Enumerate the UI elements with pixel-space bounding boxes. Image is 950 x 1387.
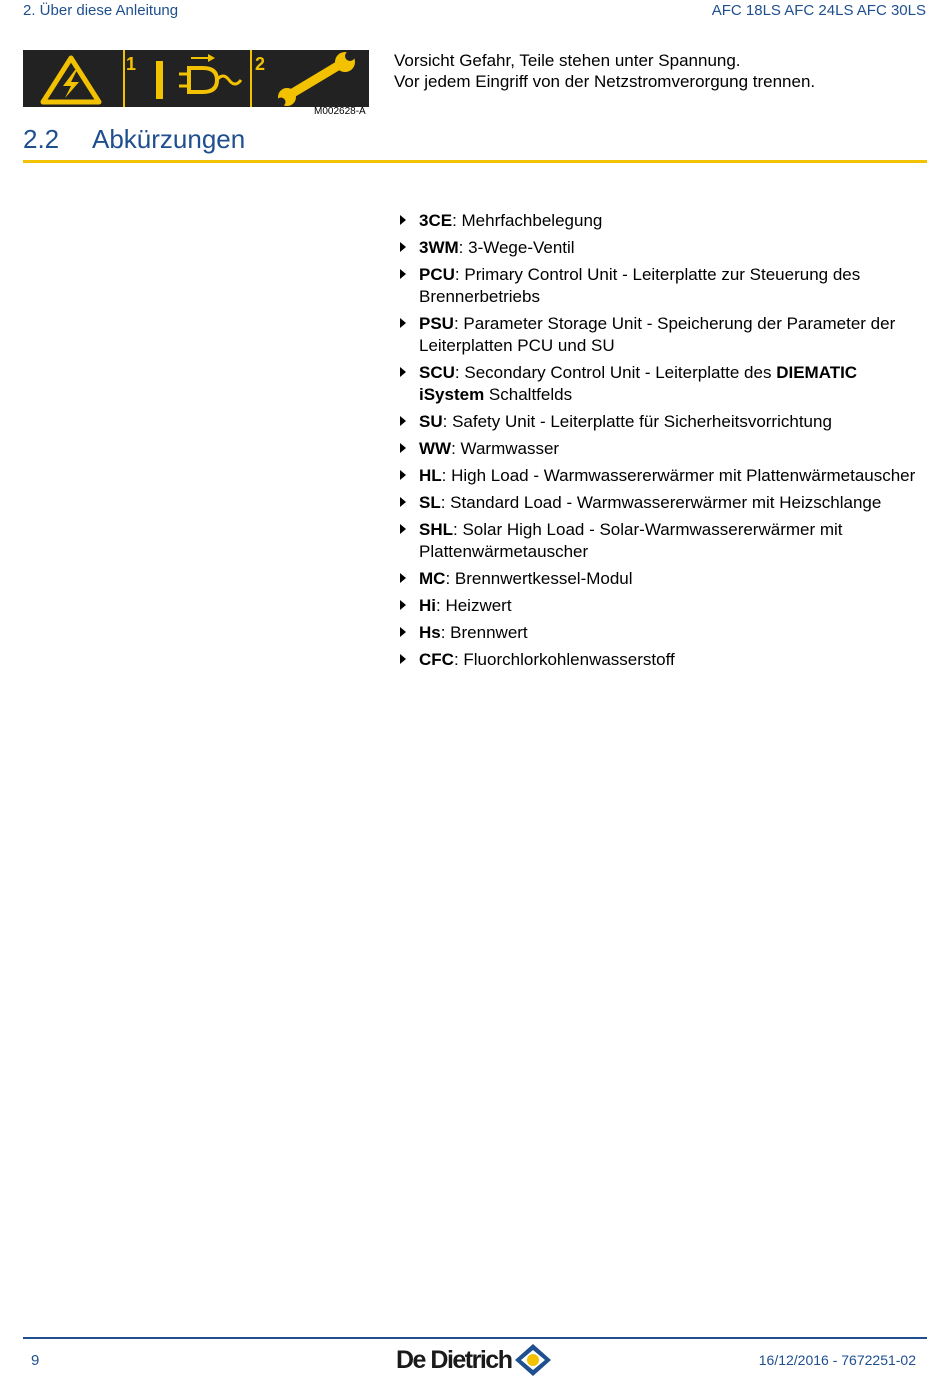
warning-line-2: Vor jedem Eingriff von der Netzstromverorgung trennen.	[394, 72, 816, 91]
bullet-triangle-icon	[400, 600, 406, 610]
wrench-icon	[277, 51, 356, 107]
abbreviation-definition: : Parameter Storage Unit - Speicherung der Parameter der Leiterplatten PCU und SU	[419, 314, 896, 355]
pictogram-label-1: 1	[126, 54, 137, 74]
page-number: 9	[31, 1352, 40, 1369]
bullet-triangle-icon	[400, 318, 406, 328]
section-divider	[23, 160, 927, 163]
warning-line-1: Vorsicht Gefahr, Teile stehen unter Spannung.	[394, 51, 741, 70]
list-item	[396, 438, 926, 460]
brand-diamond-icon	[514, 1343, 552, 1377]
abbreviation-definition: : Secondary Control Unit - Leiterplatte des	[454, 363, 777, 382]
list-item	[396, 210, 926, 232]
abbreviation-definition: : Mehrfachbelegung	[452, 211, 603, 230]
footer-divider	[23, 1337, 927, 1339]
abbreviation-definition: : Primary Control Unit - Leiterplatte zur Steuerung des Brennerbetriebs	[419, 265, 861, 306]
bullet-triangle-icon	[400, 242, 406, 252]
list-item	[396, 622, 926, 644]
abbreviation-definition: : Brennwert	[440, 623, 528, 642]
abbreviation-definition: : Fluorchlorkohlenwasserstoff	[453, 650, 675, 669]
abbreviation-definition: : Brennwertkessel-Modul	[445, 569, 633, 588]
list-item	[396, 519, 926, 563]
abbreviation-key: HL	[419, 466, 442, 485]
bullet-triangle-icon	[400, 443, 406, 453]
list-item	[396, 649, 926, 671]
abbreviation-definition: : Heizwert	[436, 596, 512, 615]
list-item	[396, 362, 926, 406]
abbreviation-key: 3CE	[419, 211, 453, 230]
list-item	[396, 492, 926, 514]
product-name: DIEMATIC iSystem	[419, 363, 858, 404]
header-models: AFC 18LS AFC 24LS AFC 30LS	[711, 2, 926, 19]
abbreviation-key: PCU	[419, 265, 455, 284]
section-number: 2.2	[23, 124, 60, 154]
figure-code: M002628-A	[314, 106, 366, 117]
bullet-triangle-icon	[400, 470, 406, 480]
abbreviation-definition: : Standard Load - Warmwassererwärmer mit Heizschlange	[440, 493, 882, 512]
abbreviation-key: Hs	[419, 623, 441, 642]
bullet-triangle-icon	[400, 416, 406, 426]
document-reference: 16/12/2016 - 7672251-02	[758, 1352, 916, 1368]
abbreviation-definition-tail: Schaltfelds	[484, 385, 573, 404]
abbreviation-definition: : Solar High Load - Solar-Warmwassererwärmer mit Plattenwärmetauscher	[419, 520, 843, 561]
abbreviation-definition: : Safety Unit - Leiterplatte für Sicherheitsvorrichtung	[442, 412, 832, 431]
warning-pictogram-panel	[23, 50, 369, 107]
bullet-triangle-icon	[400, 627, 406, 637]
abbreviation-key: SL	[419, 493, 441, 512]
abbreviation-key: CFC	[419, 650, 454, 669]
brand-name: De Dietrich	[396, 1346, 512, 1374]
abbreviation-key: SU	[419, 412, 443, 431]
abbreviation-definition: : High Load - Warmwassererwärmer mit Plattenwärmetauscher	[441, 466, 916, 485]
list-item	[396, 465, 926, 487]
abbreviation-key: PSU	[419, 314, 454, 333]
abbreviation-key: SCU	[419, 363, 455, 382]
list-item	[396, 568, 926, 590]
warning-text	[394, 50, 815, 92]
abbreviation-key: Hi	[419, 596, 436, 615]
bullet-triangle-icon	[400, 367, 406, 377]
bullet-triangle-icon	[400, 654, 406, 664]
bullet-triangle-icon	[400, 497, 406, 507]
bullet-triangle-icon	[400, 215, 406, 225]
list-item	[396, 237, 926, 259]
list-item	[396, 264, 926, 308]
bullet-triangle-icon	[400, 524, 406, 534]
abbreviation-key: MC	[419, 569, 446, 588]
list-item	[396, 313, 926, 357]
abbreviation-key: 3WM	[419, 238, 459, 257]
abbreviation-list	[396, 210, 926, 676]
abbreviation-definition: : Warmwasser	[451, 439, 560, 458]
pictogram-label-2: 2	[255, 54, 266, 74]
bullet-triangle-icon	[400, 573, 406, 583]
section-title: Abkürzungen	[92, 124, 246, 154]
header-chapter: 2. Über diese Anleitung	[23, 2, 179, 19]
list-item	[396, 411, 926, 433]
unplug-icon	[156, 54, 241, 99]
list-item	[396, 595, 926, 617]
abbreviation-key: SHL	[419, 520, 453, 539]
abbreviation-key: WW	[419, 439, 452, 458]
abbreviation-definition: : 3-Wege-Ventil	[458, 238, 575, 257]
bullet-triangle-icon	[400, 269, 406, 279]
electric-hazard-icon	[43, 58, 99, 102]
